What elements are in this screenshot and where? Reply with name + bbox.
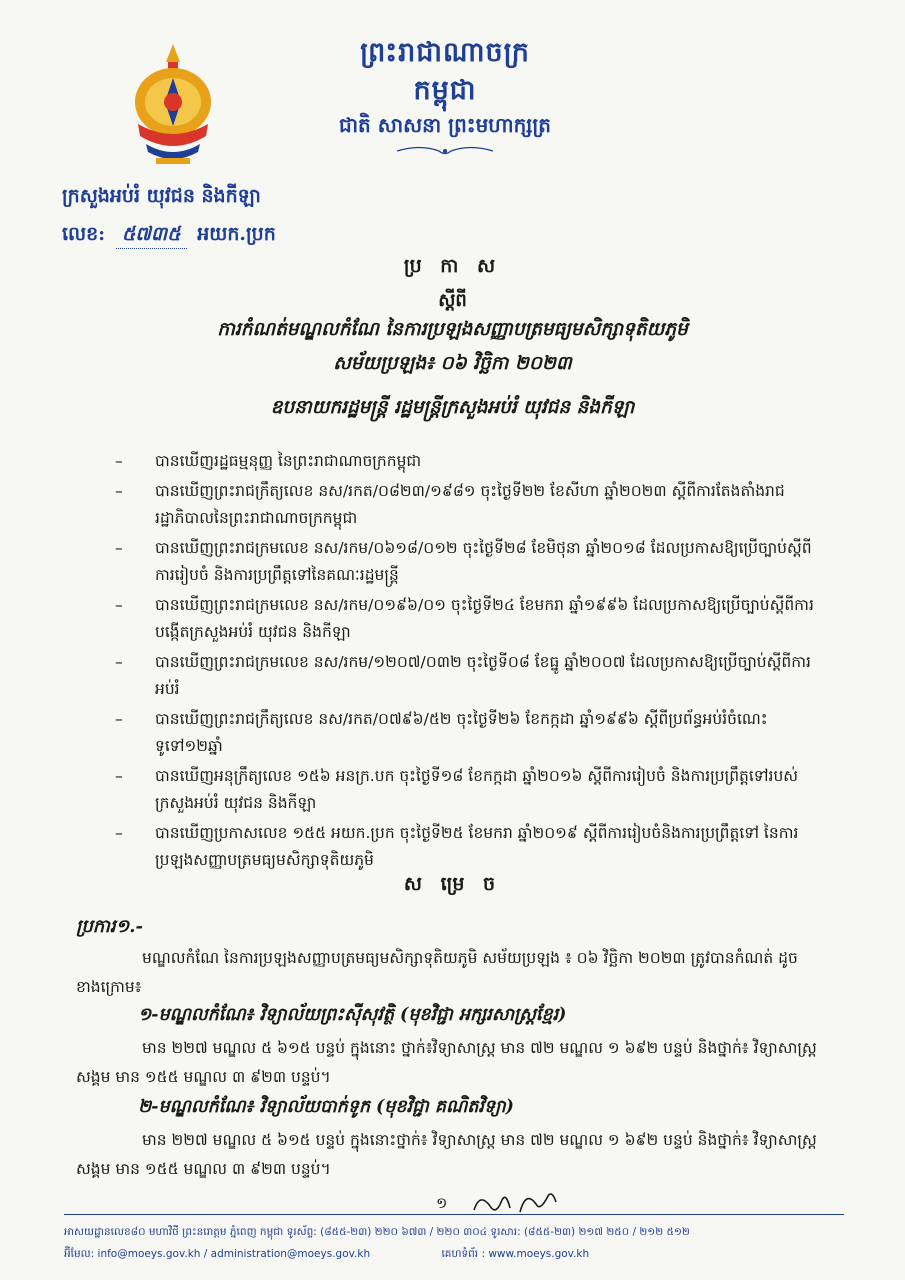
ornament-divider-icon: [395, 142, 495, 160]
document-title-line2: សម័យប្រឡង៖ ០៦ វិច្ឆិកា ២០២៣: [333, 353, 572, 374]
reference-label: លេខ:: [62, 223, 106, 245]
center-1-text: មាន ២២៧ មណ្ឌល ៥ ៦១៥ បន្ទប់ ក្នុងនោះ ថ្នាក់៖វិទ្យាសាស្ត្រ មាន ៧២ មណ្ឌល ១ ៦៩២ បន្ទប់ និងថ្នាក់៖ វិទ្យាសាស្ត្រសង្គម មាន ១៥៥ មណ្ឌល ៣ ៩២៣ បន្ទប់។: [76, 1039, 817, 1086]
article-1-label: ប្រការ១.-: [76, 916, 143, 937]
document-type: ប្រ កា ស: [403, 255, 502, 277]
footer-email: អ៊ីមែល: info@moeys.gov.kh / administration@moeys.gov.kh: [64, 1248, 371, 1260]
handwritten-reference-number: ៥៧៣៥: [116, 220, 187, 249]
visa-item: – បានឃើញព្រះរាជក្រឹត្យលេខ នស/រកត/០៨២៣/១៩៨១ ចុះថ្ងៃទី២២ ខែសីហា ឆ្នាំ២០២៣ ស្តីពីការតែងតាំងរាជរដ្ឋាភិបាលនៃព្រះរាជាណាចក្រកម្ពុជា: [115, 478, 815, 532]
visa-item: – បានឃើញរដ្ឋធម្មនុញ្ញ នៃព្រះរាជាណាចក្រកម្ពុជា: [115, 448, 815, 475]
kingdom-header: [330, 34, 560, 164]
visa-item: – បានឃើញព្រះរាជក្រមលេខ នស/រកម/០៦១៨/០១២ ចុះថ្ងៃទី២៨ ខែមិថុនា ឆ្នាំ២០១៨ ដែលប្រកាសឱ្យប្រើច្បាប់ស្តីពីការរៀបចំ និងការប្រព្រឹត្តទៅនៃគណៈរដ្ឋមន្ត្រី: [115, 535, 815, 589]
visa-item: – បានឃើញព្រះរាជក្រឹត្យលេខ នស/រកត/០៧៩៦/៥២ ចុះថ្ងៃទី២៦ ខែកក្កដា ឆ្នាំ១៩៩៦ ស្តីពីប្រព័ន្ធអប់រំចំណេះទូទៅ១២ឆ្នាំ: [115, 706, 815, 760]
document-about: ស្តីពី: [438, 290, 467, 311]
center-2-title: ២-មណ្ឌលកំណែ៖ វិទ្យាល័យបាក់ទូក (មុខវិជ្ជា គណិតវិទ្យា): [138, 1097, 514, 1117]
page-number: ១: [436, 1194, 448, 1212]
kingdom-title: ព្រះរាជាណាចក្រកម្ពុជា: [360, 37, 530, 106]
footer-website: គេហទំព័រ : www.moeys.gov.kh: [441, 1248, 590, 1260]
document-title-line1: ការកំណត់មណ្ឌលកំណែ នៃការប្រឡងសញ្ញាបត្រមធ្យមសិក្សាទុតិយភូមិ: [217, 319, 688, 340]
visa-list: [115, 448, 815, 877]
visa-item: – បានឃើញអនុក្រឹត្យលេខ ១៥៦ អនក្រ.បក ចុះថ្ងៃទី១៨ ខែកក្កដា ឆ្នាំ២០១៦ ស្តីពីការរៀបចំ និងការប្រព្រឹត្តទៅរបស់ក្រសួងអប់រំ យុវជន និងកីឡា: [115, 763, 815, 817]
ministry-name: ក្រសួងអប់រំ យុវជន និងកីឡា: [62, 185, 261, 207]
article-1-intro: [76, 944, 818, 1002]
center-1-title: ១-មណ្ឌលកំណែ៖ វិទ្យាល័យព្រះស៊ីសុវត្ថិ (មុខវិជ្ជា អក្សរសាស្ត្រខ្មែរ): [138, 1005, 567, 1025]
article-1-intro-text: មណ្ឌលកំណែ នៃការប្រឡងសញ្ញាបត្រមធ្យមសិក្សាទុតិយភូមិ សម័យប្រឡង ៖ ០៦ វិច្ឆិកា ២០២៣ ត្រូវបានកំណត់ ដូចខាងក្រោម៖: [76, 949, 798, 996]
decision-heading: ស ម្រេ ច: [403, 873, 502, 895]
ministry-emblem-icon: [118, 40, 228, 172]
visa-item: – បានឃើញប្រកាសលេខ ១៥៥ អយក.ប្រក ចុះថ្ងៃទី២៥ ខែមករា ឆ្នាំ២០១៩ ស្តីពីការរៀបចំនិងការប្រព្រឹត្តទៅ នៃការប្រឡងសញ្ញាបត្រមធ្យមសិក្សាទុតិយភូមិ: [115, 820, 815, 874]
center-2-text: មាន ២២៧ មណ្ឌល ៥ ៦១៥ បន្ទប់ ក្នុងនោះថ្នាក់៖ វិទ្យាសាស្ត្រ មាន ៧២ មណ្ឌល ១ ៦៩២ បន្ទប់ និងថ្នាក់៖ វិទ្យាសាស្ត្រសង្គម មាន ១៥៥ មណ្ឌល ៣ ៩២៣ បន្ទប់។: [76, 1131, 817, 1178]
page-footer: [64, 1214, 844, 1265]
center-2-paragraph: [76, 1126, 818, 1184]
reference-suffix: អយក.ប្រក: [197, 223, 276, 245]
national-motto: ជាតិ សាសនា ព្រះមហាក្សត្រ: [339, 113, 551, 137]
visa-item: – បានឃើញព្រះរាជក្រមលេខ នស/រកម/០១៩៦/០១ ចុះថ្ងៃទី២៤ ខែមករា ឆ្នាំ១៩៩៦ ដែលប្រកាសឱ្យប្រើច្បាប់ស្តីពីការបង្កើតក្រសួងអប់រំ យុវជន និងកីឡា: [115, 592, 815, 646]
footer-address: អាសយដ្ឋានលេខ៨០ មហាវិថី ព្រះនរោត្តម ភ្នំពេញ កម្ពុជា ទូរស័ព្ទ: (៨៥៥-២៣) ២២០ ៦៧៣ / ២២០ ៣០៤ ទូរសារ: (៨៥៥-២៣) ២១៧ ២៥០ / ២១២ ៥១២: [64, 1226, 690, 1238]
center-1-paragraph: [76, 1034, 818, 1092]
footer-contact-row: [64, 1243, 844, 1265]
minister-title: ឧបនាយករដ្ឋមន្ត្រី រដ្ឋមន្ត្រីក្រសួងអប់រំ យុវជន និងកីឡា: [270, 397, 635, 418]
visa-item: – បានឃើញព្រះរាជក្រមលេខ នស/រកម/១២០៧/០៣២ ចុះថ្ងៃទី០៨ ខែធ្នូ ឆ្នាំ២០០៧ ដែលប្រកាសឱ្យប្រើច្បាប់ស្តីពីការអប់រំ: [115, 649, 815, 703]
reference-number: [62, 220, 276, 249]
